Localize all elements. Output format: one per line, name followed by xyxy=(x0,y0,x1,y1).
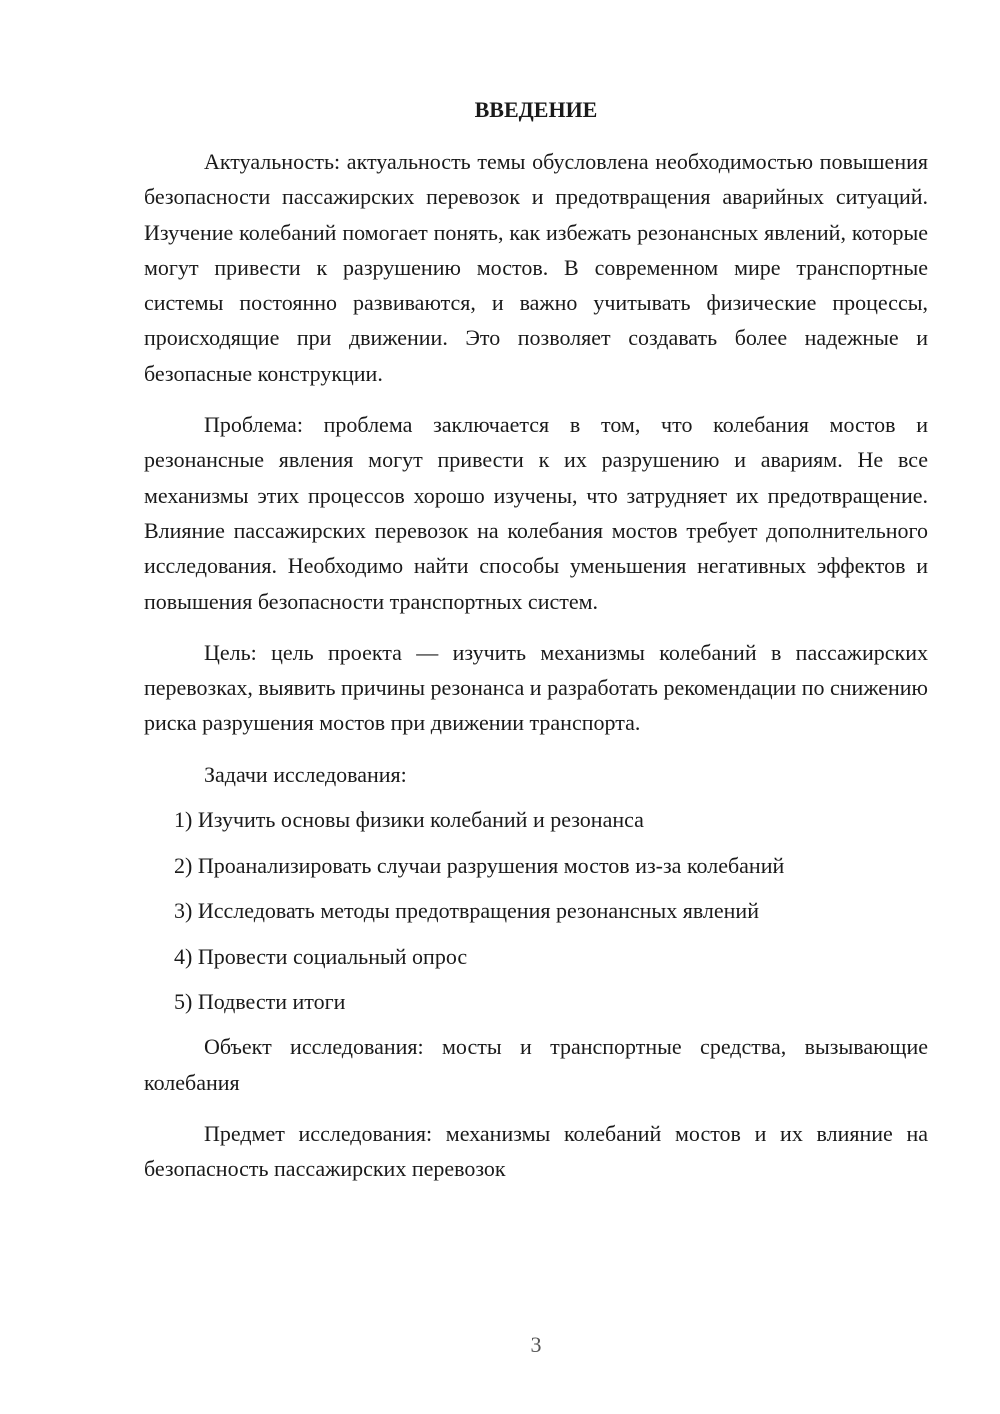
list-item: 4) Провести социальный опрос xyxy=(174,943,468,969)
paragraph-relevance: Актуальность: актуальность темы обусловлена необходимостью повышения безопасности пассажирских перевозок и предотвращения аварийных ситуаций. Изучение колебаний помогает понять, как избежать резонансных явлений, которые могут привести к разрушению мостов. В современном мире транспортные системы постоянно развиваются, и важно учитывать физические процессы, происходящие при движении. Это позволяет создавать более надежные и безопасные конструкции. xyxy=(144,149,928,386)
paragraph-object: Объект исследования: мосты и транспортные средства, вызывающие колебания xyxy=(144,1034,928,1095)
list-item: 3) Исследовать методы предотвращения резонансных явлений xyxy=(174,898,759,924)
list-item: 5) Подвести итоги xyxy=(174,988,346,1014)
paragraph-problem: Проблема: проблема заключается в том, что колебания мостов и резонансные явления могут привести к их разрушению и авариям. Не все механизмы этих процессов хорошо изучены, что затрудняет их предотвращение. Влияние пассажирских перевозок на колебания мостов требует дополнительного исследования. Необходимо найти способы уменьшения негативных эффектов и повышения безопасности транспортных систем. xyxy=(144,412,928,614)
document-page xyxy=(144,92,928,1203)
page-number: 3 xyxy=(530,1332,542,1357)
tasks-heading: Задачи исследования: xyxy=(204,761,407,787)
paragraph-subject: Предмет исследования: механизмы колебаний мостов и их влияние на безопасность пассажирских перевозок xyxy=(144,1121,928,1182)
list-item: 2) Проанализировать случаи разрушения мостов из-за колебаний xyxy=(174,852,785,878)
paragraph-goal: Цель: цель проекта — изучить механизмы колебаний в пассажирских перевозках, выявить причины резонанса и разработать рекомендации по снижению риска разрушения мостов при движении транспорта. xyxy=(144,639,928,736)
tasks-list xyxy=(144,802,928,1019)
list-item: 1) Изучить основы физики колебаний и резонанса xyxy=(174,807,644,833)
section-title: ВВЕДЕНИЕ xyxy=(474,97,598,122)
